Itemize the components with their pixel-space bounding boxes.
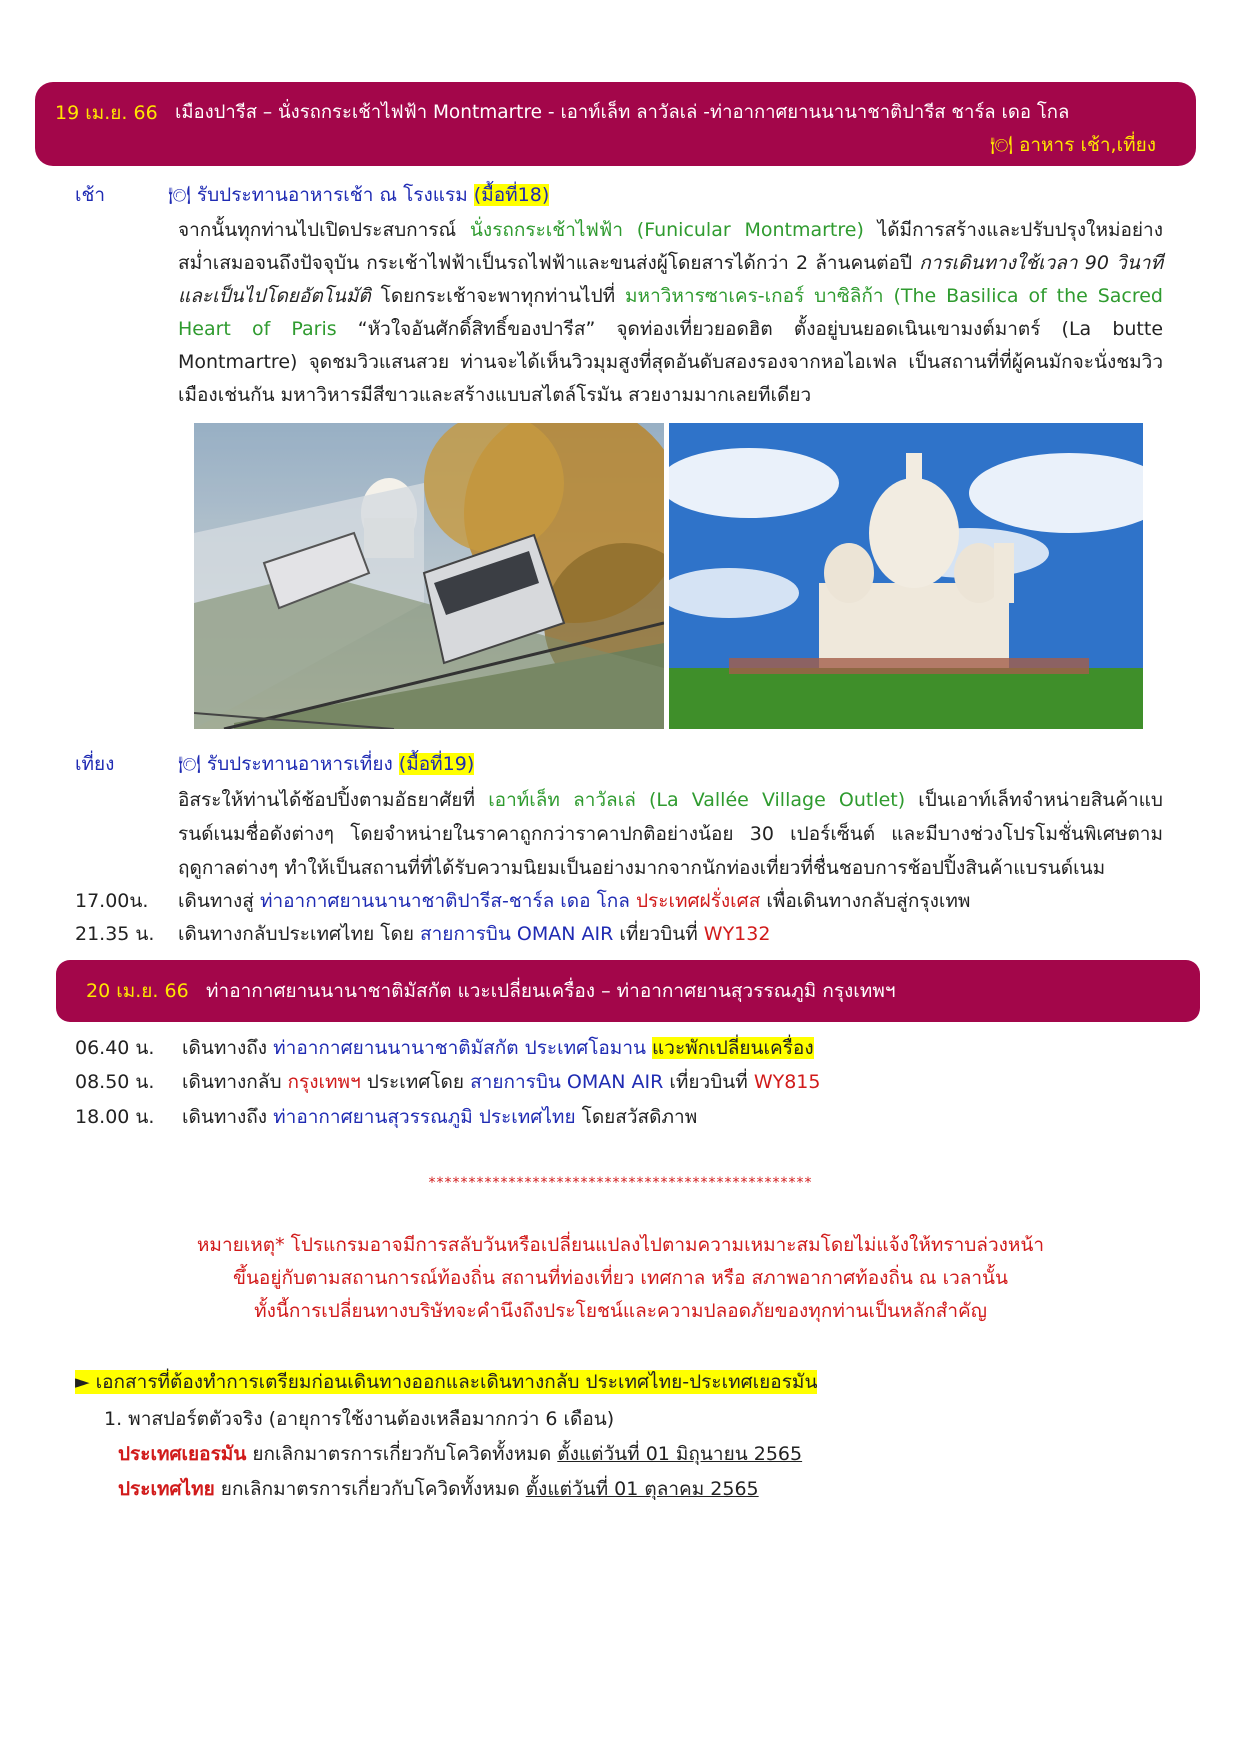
r1-airport: ท่าอากาศยานนานาชาติมัสกัต ประเทศโอมาน xyxy=(273,1037,646,1059)
t1-time: 17.00น. xyxy=(75,890,149,912)
r2-text-a: เดินทางกลับ xyxy=(182,1071,288,1093)
note-line-1: หมายเหตุ* โปรแกรมอาจมีการสลับวันหรือเปลี่ยนแปลงไปตามความเหมาะสมโดยไม่แจ้งให้ทราบล่วงหน้า xyxy=(196,1234,1045,1256)
p1-text-b: ได้มีการสร้างและปรับปรุงใหม่อย่างสม่ำเสมอจนถึงปัจจุบัน กระเช้าไฟฟ้าเป็นรถไฟฟ้าและขนส่งผู้โดยสารได้กว่า 2 ล้านคนต่อปี xyxy=(178,219,1163,274)
r3-text-a: เดินทางถึง xyxy=(182,1106,274,1128)
r2-text-c: เที่ยวบินที่ xyxy=(663,1071,754,1093)
funicular-link: นั่งรถกระเช้าไฟฟ้า (Funicular Montmartre) xyxy=(469,219,864,241)
p2-text-a: อิสระให้ท่านได้ช้อปปิ้งตามอัธยาศัยที่ xyxy=(178,789,489,811)
t2-time: 21.35 น. xyxy=(75,923,155,945)
r1-line xyxy=(182,1036,814,1060)
r3-text-b: โดยสวัสดิภาพ xyxy=(575,1106,698,1128)
docs-heading: ► เอกสารที่ต้องทำการเตรียมก่อนเดินทางออกและเดินทางกลับ ประเทศไทย-ประเทศเยอรมัน xyxy=(75,1371,818,1393)
r1-time: 06.40 น. xyxy=(75,1037,155,1059)
lunch-label: เที่ยง xyxy=(75,753,115,775)
t1-airport: ท่าอากาศยานนานาชาติปารีส-ชาร์ล เดอ โกล xyxy=(259,890,630,912)
p1-text-c: โดยกระเช้าจะพาทุกท่านไปที่ xyxy=(370,285,626,307)
docs-item-1: 1. พาสปอร์ตตัวจริง (อายุการใช้งานต้องเหลือมากกว่า 6 เดือน) xyxy=(104,1408,615,1430)
t2-flight: WY132 xyxy=(703,923,771,945)
r2-flight: WY815 xyxy=(753,1071,821,1093)
note-line-3: ทั้งนี้การเปลี่ยนทางบริษัทจะคำนึงถึงประโยชน์และความปลอดภัยของทุกท่านเป็นหลักสำคัญ xyxy=(254,1300,987,1322)
day20-date: 20 เม.ย. 66 xyxy=(86,980,189,1002)
meal-icon: 🍽 xyxy=(990,135,1013,156)
t2-text-b: เที่ยวบินที่ xyxy=(613,923,704,945)
germany-text: ยกเลิกมาตรการเกี่ยวกับโควิดทั้งหมด xyxy=(246,1443,558,1465)
r1-highlight: แวะพักเปลี่ยนเครื่อง xyxy=(652,1037,814,1059)
r2-line xyxy=(182,1070,820,1094)
p1-text-a: จากนั้นทุกท่านไปเปิดประสบการณ์ xyxy=(178,219,470,241)
stars-divider: ************************************************ xyxy=(428,1175,813,1191)
day19-meals: อาหาร เช้า,เที่ยง xyxy=(1018,134,1156,156)
outlet-link: เอาท์เล็ท ลาวัลเล่ (La Vallée Village Outlet) xyxy=(488,789,906,811)
funicular-photo xyxy=(194,423,664,729)
r3-time: 18.00 น. xyxy=(75,1106,155,1128)
day20-banner xyxy=(56,960,1200,1022)
day20-title: ท่าอากาศยานนานาชาติมัสกัต แวะเปลี่ยนเครื่อง – ท่าอากาศยานสุวรรณภูมิ กรุงเทพฯ xyxy=(206,980,896,1002)
docs-germany-line xyxy=(118,1442,802,1466)
t2-text-a: เดินทางกลับประเทศไทย โดย xyxy=(178,923,421,945)
t2-airline: สายการบิน OMAN AIR xyxy=(420,923,614,945)
germany-label: ประเทศเยอรมัน xyxy=(118,1443,247,1465)
r2-city: กรุงเทพฯ xyxy=(287,1071,361,1093)
day19-date: 19 เม.ย. 66 xyxy=(55,102,158,124)
germany-date: ตั้งแต่วันที่ 01 มิถุนายน 2565 xyxy=(557,1443,803,1465)
thailand-text: ยกเลิกมาตรการเกี่ยวกับโควิดทั้งหมด xyxy=(214,1478,526,1500)
r3-airport: ท่าอากาศยานสุวรรณภูมิ ประเทศไทย xyxy=(273,1106,576,1128)
sacre-coeur-photo xyxy=(669,423,1143,729)
morning-label: เช้า xyxy=(75,184,106,206)
r3-line xyxy=(182,1105,697,1129)
morning-meal-no: (มื้อที่18) xyxy=(473,184,550,206)
p1-text-d: “หัวใจอันศักดิ์สิทธิ์ของปารีส” จุดท่องเที่ยวยอดฮิต ตั้งอยู่บนยอดเนินเขามงต์มาตร์ (La butte Montmartre) จุดชมวิวแสนสวย ท่านจะได้เห็นวิวมุมสูงที่สุดอันดับสองรองจากหอไอเฟล เป็นสถานที่ที่ผู้คนมักจะนั่งชมวิวเมืองเช่นกัน มหาวิหารมีสีขาวและสร้างแบบสไตล์โรมัน สวยงามมากเลยทีเดียว xyxy=(178,318,1164,406)
docs-thailand-line xyxy=(118,1477,759,1501)
p2-text-b: เป็นเอาท์เล็ทจำหน่ายสินค้าแบรนด์เนมชื่อดังต่างๆ โดยจำหน่ายในราคาถูกกว่าราคาปกติอย่างน้อย 30 เปอร์เซ็นต์ และมีบางช่วงโปรโมชั่นพิเศษตามฤดูกาลต่างๆ ทำให้เป็นสถานที่ที่ได้รับความนิยมเป็นอย่างมากจากนักท่องเที่ยวที่ชื่นชอบการช้อปปิ้งสินค้าแบรนด์เนม xyxy=(178,789,1163,879)
thailand-label: ประเทศไทย xyxy=(118,1478,215,1500)
r1-text-a: เดินทางถึง xyxy=(182,1037,274,1059)
r2-airline: สายการบิน OMAN AIR xyxy=(470,1071,664,1093)
r2-text-b: ประเทศโดย xyxy=(360,1071,471,1093)
r2-time: 08.50 น. xyxy=(75,1071,155,1093)
outlet-paragraph xyxy=(178,783,1163,885)
t1-text-b: เพื่อเดินทางกลับสู่กรุงเทพ xyxy=(760,890,971,912)
basilica-link: มหาวิหารซาเคร-เกอร์ บาซิลิก้า (The Basilica of the Sacred Heart of Paris xyxy=(178,285,1163,340)
p1-italic: การเดินทางใช้เวลา 90 วินาทีและเป็นไปโดยอัตโนมัติ xyxy=(178,252,1163,307)
lunch-meal: รับประทานอาหารเที่ยง xyxy=(206,753,393,775)
day19-title: เมืองปารีส – นั่งรถกระเช้าไฟฟ้า Montmartre - เอาท์เล็ท ลาวัลเล่ -ท่าอากาศยานนานาชาติปารีส ชาร์ล เดอ โกล xyxy=(175,102,1070,123)
funicular-paragraph xyxy=(178,214,1163,412)
morning-meal-line xyxy=(168,183,549,208)
lunch-meal-line xyxy=(178,752,474,777)
note-line-2: ขึ้นอยู่กับตามสถานการณ์ท้องถิ่น สถานที่ท่องเที่ยว เทศกาล หรือ สภาพอากาศท้องถิ่น ณ เวลานั้น xyxy=(232,1267,1009,1289)
morning-meal: รับประทานอาหารเช้า ณ โรงแรม xyxy=(196,184,468,206)
t1-country: ประเทศฝรั่งเศส xyxy=(635,890,761,912)
t1-line xyxy=(178,889,970,913)
meal-icon: 🍽 xyxy=(178,754,201,775)
t2-line xyxy=(178,922,770,946)
day19-banner xyxy=(35,82,1196,166)
day19-meals-row xyxy=(990,130,1156,160)
lunch-meal-no: (มื้อที่19) xyxy=(398,753,475,775)
thailand-date: ตั้งแต่วันที่ 01 ตุลาคม 2565 xyxy=(525,1478,759,1500)
meal-icon: 🍽 xyxy=(168,185,191,206)
t1-text-a: เดินทางสู่ xyxy=(178,890,260,912)
